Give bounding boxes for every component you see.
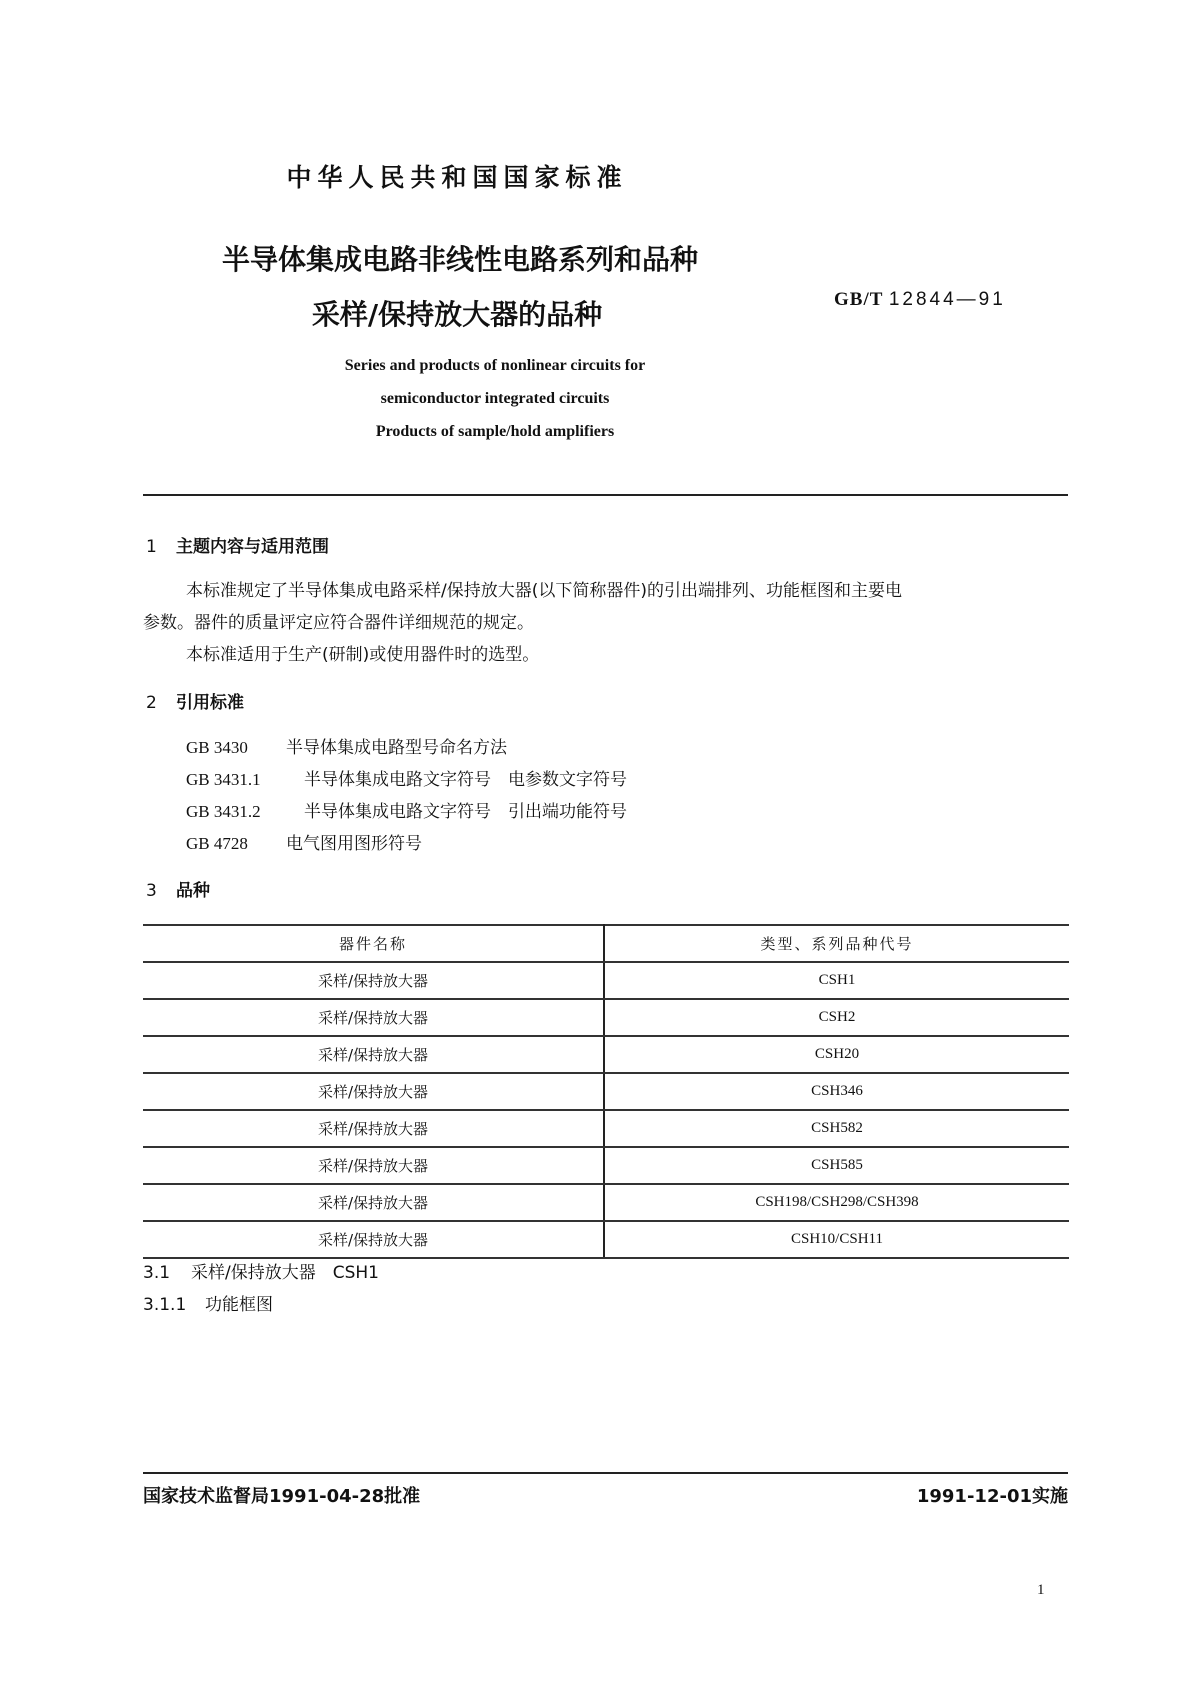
device-name-cell: 采样/保持放大器 [143,962,604,999]
reference-code: GB 3431.1 [186,770,261,789]
national-standard-heading: 中华人民共和国国家标准 [286,163,628,192]
section-title: 品种 [176,881,210,901]
type-code-cell: CSH582 [604,1110,1069,1147]
page-number: 1 [1037,1582,1045,1598]
section-number: 3 [146,881,157,901]
reference-code: GB 3430 [186,738,248,757]
subsection-3-1 [143,1258,379,1283]
table-header-row [143,925,1069,962]
type-code-cell: CSH1 [604,962,1069,999]
device-name-cell: 采样/保持放大器 [143,999,604,1036]
section-title: 主题内容与适用范围 [176,537,329,557]
standard-code: 12844—91 [888,289,1006,310]
section-title: 引用标准 [176,693,244,713]
footer-divider [143,1472,1068,1474]
subsection-title: 采样/保持放大器 CSH1 [191,1263,379,1283]
standard-number [834,289,1006,311]
header-divider [143,494,1068,496]
table-row [143,1036,1069,1073]
subsection-number: 3.1.1 [143,1295,187,1315]
subsection-number: 3.1 [143,1263,171,1283]
type-code-cell: CSH10/CSH11 [604,1221,1069,1258]
reference-title: 半导体集成电路文字符号 引出端功能符号 [304,802,627,822]
document-title-line2: 采样/保持放大器的品种 [311,298,603,331]
table-row [143,962,1069,999]
table-row [143,1184,1069,1221]
reference-title: 半导体集成电路型号命名方法 [286,738,507,758]
reference-title: 半导体集成电路文字符号 电参数文字符号 [304,770,627,790]
english-title-line3: Products of sample/hold amplifiers [375,423,615,440]
section-1-paragraph-1-line1: 本标准规定了半导体集成电路采样/保持放大器(以下简称器件)的引出端排列、功能框图和主要电 [186,581,902,601]
subsection-title: 功能框图 [205,1295,273,1315]
section-number: 1 [146,537,157,557]
device-name-cell: 采样/保持放大器 [143,1073,604,1110]
reference-title: 电气图用图形符号 [286,834,422,854]
table-row [143,1110,1069,1147]
device-name-cell: 采样/保持放大器 [143,1036,604,1073]
table-row [143,1147,1069,1184]
standard-prefix: GB/T [834,289,884,310]
device-name-cell: 采样/保持放大器 [143,1184,604,1221]
reference-code: GB 4728 [186,834,248,853]
type-code-cell: CSH585 [604,1147,1069,1184]
type-code-cell: CSH346 [604,1073,1069,1110]
reference-code: GB 3431.2 [186,802,261,821]
reference-item [186,829,422,854]
column-header-device-name: 器件名称 [143,925,604,962]
type-code-cell: CSH198/CSH298/CSH398 [604,1184,1069,1221]
subsection-3-1-1 [143,1290,273,1315]
section-number: 2 [146,693,157,713]
reference-item [186,765,627,790]
section-1-paragraph-2: 本标准适用于生产(研制)或使用器件时的选型。 [186,645,540,665]
products-table [143,924,1069,1259]
device-name-cell: 采样/保持放大器 [143,1110,604,1147]
column-header-type-code: 类型、系列品种代号 [604,925,1069,962]
effective-date: 1991-12-01实施 [916,1486,1068,1507]
section-1-paragraph-1-line2: 参数。器件的质量评定应符合器件详细规范的规定。 [143,613,534,633]
section-3-heading [146,876,210,901]
approval-date: 国家技术监督局1991-04-28批准 [143,1486,421,1507]
document-title-line1: 半导体集成电路非线性电路系列和品种 [222,243,699,276]
table-row [143,1073,1069,1110]
table-row [143,999,1069,1036]
table-row [143,1221,1069,1258]
section-1-heading [146,532,329,557]
section-2-heading [146,688,244,713]
device-name-cell: 采样/保持放大器 [143,1147,604,1184]
type-code-cell: CSH2 [604,999,1069,1036]
reference-item [186,733,507,758]
device-name-cell: 采样/保持放大器 [143,1221,604,1258]
type-code-cell: CSH20 [604,1036,1069,1073]
english-title-line1: Series and products of nonlinear circuits for [344,357,646,374]
english-title-line2: semiconductor integrated circuits [380,390,610,407]
reference-item [186,797,627,822]
